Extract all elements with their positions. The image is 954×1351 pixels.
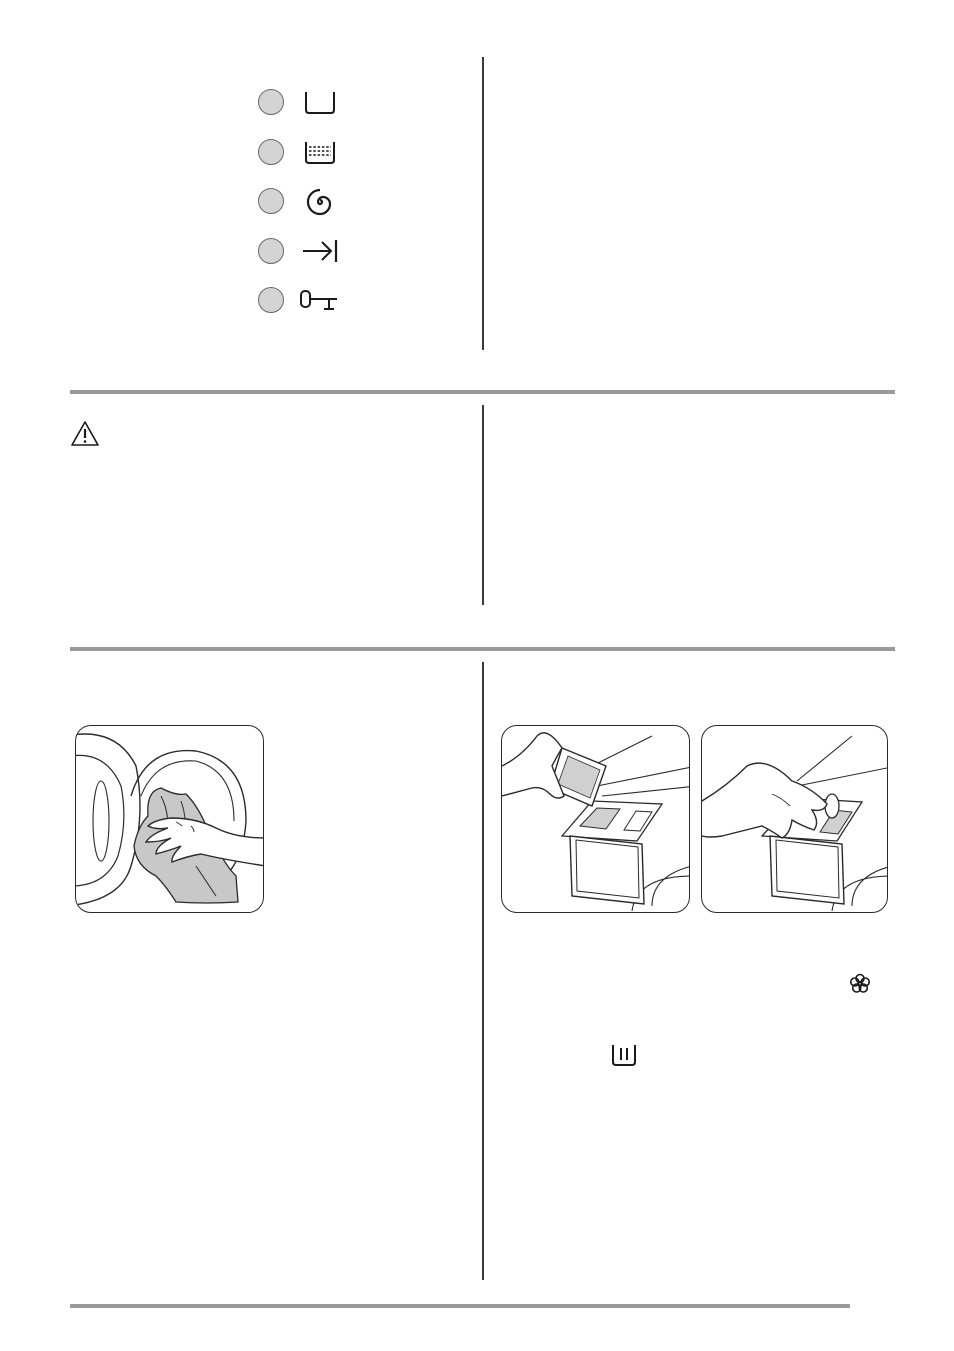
warning-triangle-icon: [70, 420, 100, 448]
column-divider-bottom: [482, 662, 484, 1280]
indicator-light: [258, 89, 284, 115]
softener-flower-icon: [848, 972, 872, 996]
indicator-light: [258, 287, 284, 313]
end-arrow-icon: [301, 237, 339, 265]
hand-loading-drum-illustration: [75, 725, 264, 913]
spin-spiral-icon: [305, 187, 335, 217]
section-rule-1: [70, 390, 895, 394]
indicator-light: [258, 188, 284, 214]
detergent-pouring-illustration: [501, 725, 690, 913]
main-wash-compartment-icon: [610, 1043, 638, 1067]
fabric-softener-illustration: [701, 725, 888, 913]
indicator-light: [258, 238, 284, 264]
column-divider-top: [482, 57, 484, 350]
column-divider-middle: [482, 405, 484, 605]
section-rule-2: [70, 647, 895, 651]
indicator-light: [258, 139, 284, 165]
door-lock-key-icon: [299, 287, 341, 315]
page-footer-rule: [70, 1304, 850, 1308]
rinse-tub-icon: [303, 138, 337, 166]
wash-tub-icon: [303, 88, 337, 116]
